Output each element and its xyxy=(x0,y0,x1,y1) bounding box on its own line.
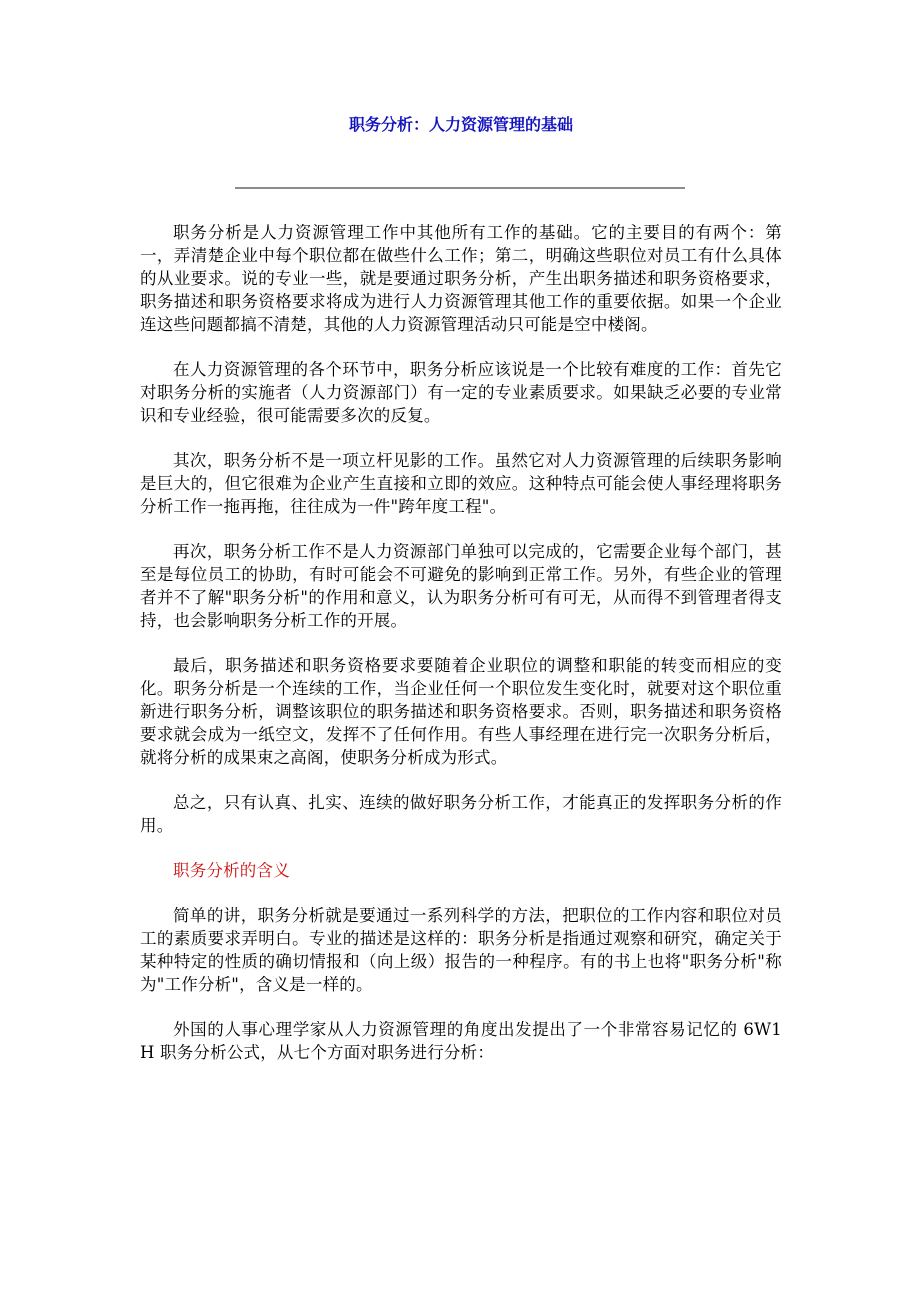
paragraph-6: 总之，只有认真、扎实、连续的做好职务分析工作，才能真正的发挥职务分析的作用。 xyxy=(140,793,782,835)
paragraph-1: 职务分析是人力资源管理工作中其他所有工作的基础。它的主要目的有两个：第一，弄清楚企业中每个职位都在做些什么工作；第二，明确这些职位对员工有什么具体的从业要求。说的专业一些，就是要通过职务分析，产生出职务描述和职务资格要求，职务描述和职务资格要求将成为进行人力资源管理其他工作的重要依据。如果一个企业连这些问题都搞不清楚，其他的人力资源管理活动只可能是空中楼阁。 xyxy=(140,223,782,334)
section-paragraph-2: 外国的人事心理学家从人力资源管理的角度出发提出了一个非常容易记忆的 6W1H 职务分析公式，从七个方面对职务进行分析： xyxy=(140,1020,782,1062)
document-body xyxy=(140,221,782,1086)
section-paragraph-1: 简单的讲，职务分析就是要通过一系列科学的方法，把职位的工作内容和职位对员工的素质要求弄明白。专业的描述是这样的：职务分析是指通过观察和研究，确定关于某种特定的性质的确切情报和（向上级）报告的一种程序。有的书上也将"职务分析"称为"工作分析"，含义是一样的。 xyxy=(140,906,782,994)
paragraph-2: 在人力资源管理的各个环节中，职务分析应该说是一个比较有难度的工作：首先它对职务分析的实施者（人力资源部门）有一定的专业素质要求。如果缺乏必要的专业常识和专业经验，很可能需要多次的反复。 xyxy=(140,360,782,425)
section-heading: 职务分析的含义 xyxy=(173,861,290,880)
paragraph-5: 最后，职务描述和职务资格要求要随着企业职位的调整和职能的转变而相应的变化。职务分析是一个连续的工作，当企业任何一个职位发生变化时，就要对这个职位重新进行职务分析，调整该职位的职务描述和职务资格要求。否则，职务描述和职务资格要求就会成为一纸空文，发挥不了任何作用。有些人事经理在进行完一次职务分析后，就将分析的成果束之高阁，使职务分析成为形式。 xyxy=(140,656,782,767)
title-divider xyxy=(235,187,685,189)
paragraph-3: 其次，职务分析不是一项立杆见影的工作。虽然它对人力资源管理的后续职务影响是巨大的，但它很难为企业产生直接和立即的效应。这种特点可能会使人事经理将职务分析工作一拖再拖，往往成为一件"跨年度工程"。 xyxy=(140,451,782,516)
document-title: 职务分析：人力资源管理的基础 xyxy=(348,115,573,134)
paragraph-4: 再次，职务分析工作不是人力资源部门单独可以完成的，它需要企业每个部门，甚至是每位员工的协助，有时可能会不可避免的影响到正常工作。另外，有些企业的管理者并不了解"职务分析"的作用和意义，认为职务分析可有可无，从而得不到管理者得支持，也会影响职务分析工作的开展。 xyxy=(140,542,782,630)
